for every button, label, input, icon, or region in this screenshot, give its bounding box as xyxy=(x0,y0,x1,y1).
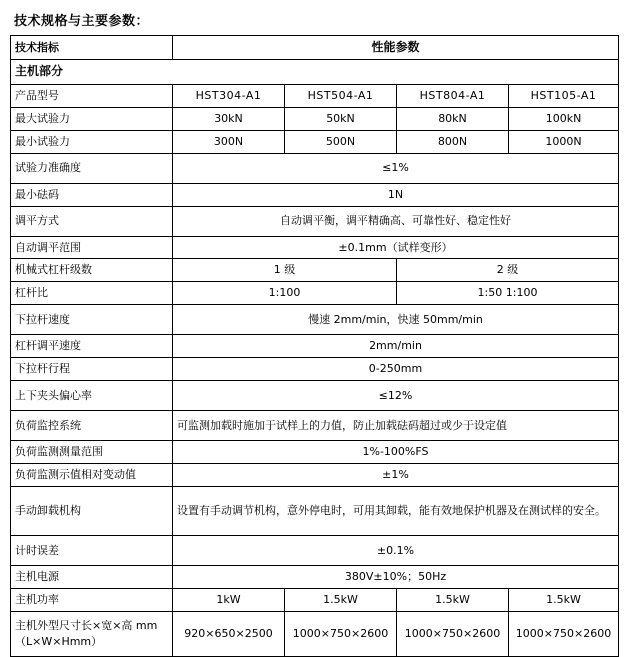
table-row xyxy=(11,566,619,589)
row-value: 自动调平衡，调平精确高、可靠性好、稳定性好 xyxy=(173,206,619,236)
row-value: 1kW xyxy=(173,589,285,612)
row-value: 可监测加载时施加于试样上的力值，防止加载砝码超过或少于设定值 xyxy=(173,411,619,441)
table-row xyxy=(11,282,619,305)
row-label: 最小砝码 xyxy=(11,183,173,206)
row-value: 100kN xyxy=(509,107,619,130)
row-label: 最大试验力 xyxy=(11,107,173,130)
row-label: 机械式杠杆级数 xyxy=(11,259,173,282)
row-value: HST504-A1 xyxy=(285,84,397,107)
row-value: 慢速 2mm/min，快速 50mm/min xyxy=(173,305,619,335)
row-value: ≤12% xyxy=(173,381,619,411)
row-value: HST804-A1 xyxy=(397,84,509,107)
row-label: 负荷监测测量范围 xyxy=(11,441,173,464)
row-value: 800N xyxy=(397,130,509,153)
row-value: ±0.1% xyxy=(173,536,619,566)
section-row-main-unit xyxy=(11,60,619,84)
row-value: 1:50 1:100 xyxy=(397,282,619,305)
row-value: 30kN xyxy=(173,107,285,130)
table-row xyxy=(11,153,619,183)
row-label: 调平方式 xyxy=(11,206,173,236)
row-label: 杠杆比 xyxy=(11,282,173,305)
table-row xyxy=(11,183,619,206)
row-value: 2mm/min xyxy=(173,335,619,358)
row-label: 主机电源 xyxy=(11,566,173,589)
row-value: HST304-A1 xyxy=(173,84,285,107)
row-value: 1:100 xyxy=(173,282,397,305)
table-row xyxy=(11,130,619,153)
row-value: 1 级 xyxy=(173,259,397,282)
row-label: 负荷监控系统 xyxy=(11,411,173,441)
table-row xyxy=(11,589,619,612)
row-value: 1.5kW xyxy=(509,589,619,612)
row-value: 920×650×2500 xyxy=(173,611,285,656)
row-label: 负荷监测示值相对变动值 xyxy=(11,464,173,487)
page-title: 技术规格与主要参数： xyxy=(14,14,150,29)
row-label: 主机功率 xyxy=(11,589,173,612)
row-value: ≤1% xyxy=(173,153,619,183)
row-label: 手动卸载机构 xyxy=(11,487,173,536)
row-value: 0-250mm xyxy=(173,358,619,381)
table-header-row xyxy=(11,36,619,60)
table-row xyxy=(11,536,619,566)
table-row xyxy=(11,107,619,130)
row-value: 设置有手动调节机构，意外停电时，可用其卸载，能有效地保护机器及在测试样的安全。 xyxy=(173,487,619,536)
row-label: 下拉杆速度 xyxy=(11,305,173,335)
table-row xyxy=(11,611,619,656)
row-label: 主机外型尺寸长×宽×高 mm（L×W×Hmm） xyxy=(11,611,173,656)
row-label: 自动调平范围 xyxy=(11,236,173,259)
row-value: 1.5kW xyxy=(285,589,397,612)
table-row xyxy=(11,464,619,487)
row-value: 2 级 xyxy=(397,259,619,282)
table-row xyxy=(11,411,619,441)
row-label: 最小试验力 xyxy=(11,130,173,153)
header-cell-indicator: 技术指标 xyxy=(11,36,173,60)
row-value: 1000×750×2600 xyxy=(397,611,509,656)
row-label: 上下夹头偏心率 xyxy=(11,381,173,411)
row-value: ±1% xyxy=(173,464,619,487)
table-row xyxy=(11,305,619,335)
table-row xyxy=(11,335,619,358)
specifications-table xyxy=(10,35,619,657)
row-value: 300N xyxy=(173,130,285,153)
row-value: 380V±10%；50Hz xyxy=(173,566,619,589)
table-row xyxy=(11,487,619,536)
table-row xyxy=(11,381,619,411)
row-value: 80kN xyxy=(397,107,509,130)
row-value: 50kN xyxy=(285,107,397,130)
row-value: 1000×750×2600 xyxy=(509,611,619,656)
row-value: 1000N xyxy=(509,130,619,153)
row-value: 500N xyxy=(285,130,397,153)
row-value: 1000×750×2600 xyxy=(285,611,397,656)
table-row xyxy=(11,84,619,107)
row-label: 试验力准确度 xyxy=(11,153,173,183)
header-cell-parameters: 性能参数 xyxy=(173,36,619,60)
row-value: 1%-100%FS xyxy=(173,441,619,464)
row-value: 1N xyxy=(173,183,619,206)
row-value: HST105-A1 xyxy=(509,84,619,107)
row-value: ±0.1mm（试样变形） xyxy=(173,236,619,259)
row-label: 杠杆调平速度 xyxy=(11,335,173,358)
row-value: 1.5kW xyxy=(397,589,509,612)
table-row xyxy=(11,259,619,282)
table-row xyxy=(11,206,619,236)
section-title: 主机部分 xyxy=(11,60,619,84)
row-label: 计时误差 xyxy=(11,536,173,566)
table-row xyxy=(11,236,619,259)
row-label: 下拉杆行程 xyxy=(11,358,173,381)
table-row xyxy=(11,441,619,464)
table-row xyxy=(11,358,619,381)
row-label: 产品型号 xyxy=(11,84,173,107)
